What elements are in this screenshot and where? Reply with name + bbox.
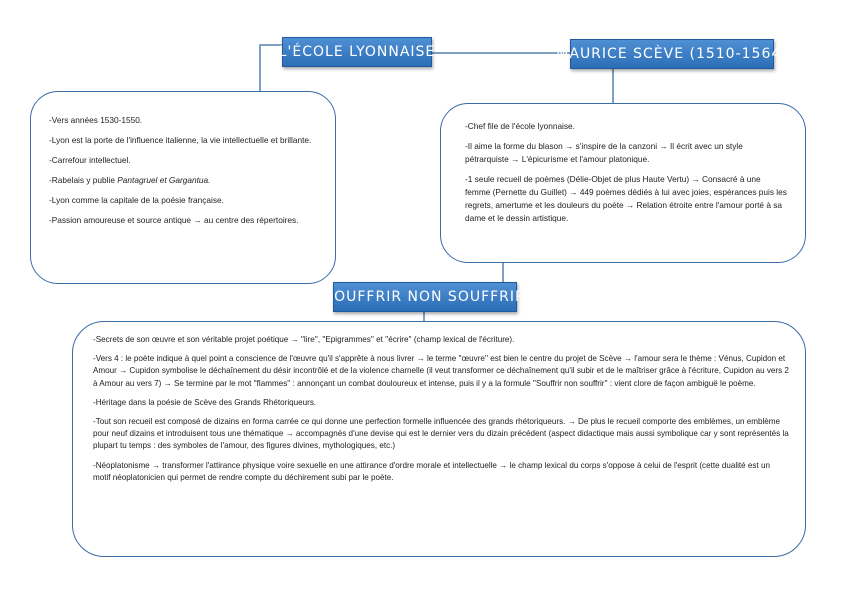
ecole-item: -Lyon comme la capitale de la poésie française. — [49, 195, 224, 205]
souffrir-item: -Vers 4 : le poète indique à quel point a conscience de l'œuvre qu'il s'apprête à nous livrer → le terme ''œuvre'' est bien le centre du projet de Scève → l'amour sera le thème : Vénus, Cupidon et Amour → Cupidon symbolise le déchaînement du désir incontrôlé et de la violence charnelle (il veut transformer ce déchaînement qu'il subir et de le maîtriser grâce à l'écriture, Cupidon au vers 2 à Amour au vers 7) → Se termine par le mot ''flammes'' : annonçant un combat douloureux et intense, puis il y a la formule ''Souffrir non souffrir'' : vient clore de façon ambiguë le poème. — [93, 354, 789, 388]
souffrir-item: -Secrets de son œuvre et son véritable projet poétique → ''lire'', ''Epigrammes'' et ''écrire'' (champ lexical de l'écriture). — [93, 335, 515, 344]
rabelais-prefix: -Rabelais y publie — [49, 175, 118, 185]
maurice-item: -Chef file de l'école lyonnaise. — [465, 121, 575, 131]
maurice-item: -Il aime la forme du blason → s'inspire de la canzoni → Il écrit avec un style pétrarquiste → L'épicurisme et l'amour platonique. — [465, 141, 743, 164]
ecole-item: -Lyon est la porte de l'influence italienne, la vie intellectuelle et brillante. — [49, 135, 312, 145]
connector-ecole-maurice — [430, 52, 570, 54]
souffrir-item: -Héritage dans la poésie de Scève des Grands Rhétoriqueurs. — [93, 397, 317, 407]
connector-maurice-box — [612, 66, 614, 104]
maurice-box — [440, 103, 806, 263]
souffrir-item: -Tout son recueil est composé de dizains en forma carrée ce qui donne une perfection formelle influencée des grands rhétoriqueurs. → De plus le recueil comporte des emblèmes, un emblème pour neuf dizains et introduisent tous une thématique → accompagnés d'une devise qui est le dernier vers du dizain précédent (aspect didactique mais aussi symbolique car y sont représentés la plupart tu temps : des symboles de l'amour, des figures divines, mythologiques, etc.) — [93, 417, 789, 451]
ecole-box — [30, 91, 336, 284]
ecole-item-rabelais — [49, 174, 321, 187]
souffrir-item: -Néoplatonisme → transformer l'attirance physique voire sexuelle en une attirance d'ordre morale et intellectuelle → le champ lexical du corps s'oppose à celui de l'esprit (cette dualité est un motif néoplatonicien qui permet de rendre compte du déchirement subi par le poète. — [93, 460, 770, 482]
title-ecole-text: L'ÉCOLE LYONNAISE — [278, 44, 436, 60]
rabelais-works: Pantagruel et Gargantua. — [117, 175, 211, 185]
title-souffrir-text: SOUFFRIR NON SOUFFRIR — [324, 289, 526, 305]
title-maurice-text: MAURICE SCÈVE (1510-1564) — [556, 46, 788, 62]
maurice-item: -1 seule recueil de poèmes (Délie-Objet de plus Haute Vertu) → Consacré à une femme (Pernette du Guillet) → 449 poèmes dédiés à lui avec joies, espérances puis les regrets, amertume et les douleurs du poète → Relation étroite entre l'amour porté à sa dame et le dessin artistique. — [465, 174, 787, 223]
title-maurice-sceve — [556, 39, 788, 69]
ecole-item: -Carrefour intellectuel. — [49, 155, 131, 165]
title-souffrir-non-souffrir — [324, 282, 526, 312]
souffrir-box — [72, 321, 806, 557]
connector-ecole-box-vertical — [259, 44, 261, 92]
ecole-item: -Vers années 1530-1550. — [49, 115, 143, 125]
connector-maurice-souffrir — [502, 262, 504, 284]
ecole-item: -Passion amoureuse et source antique → au centre des répertoires. — [49, 215, 299, 225]
title-ecole-lyonnaise — [278, 37, 436, 67]
